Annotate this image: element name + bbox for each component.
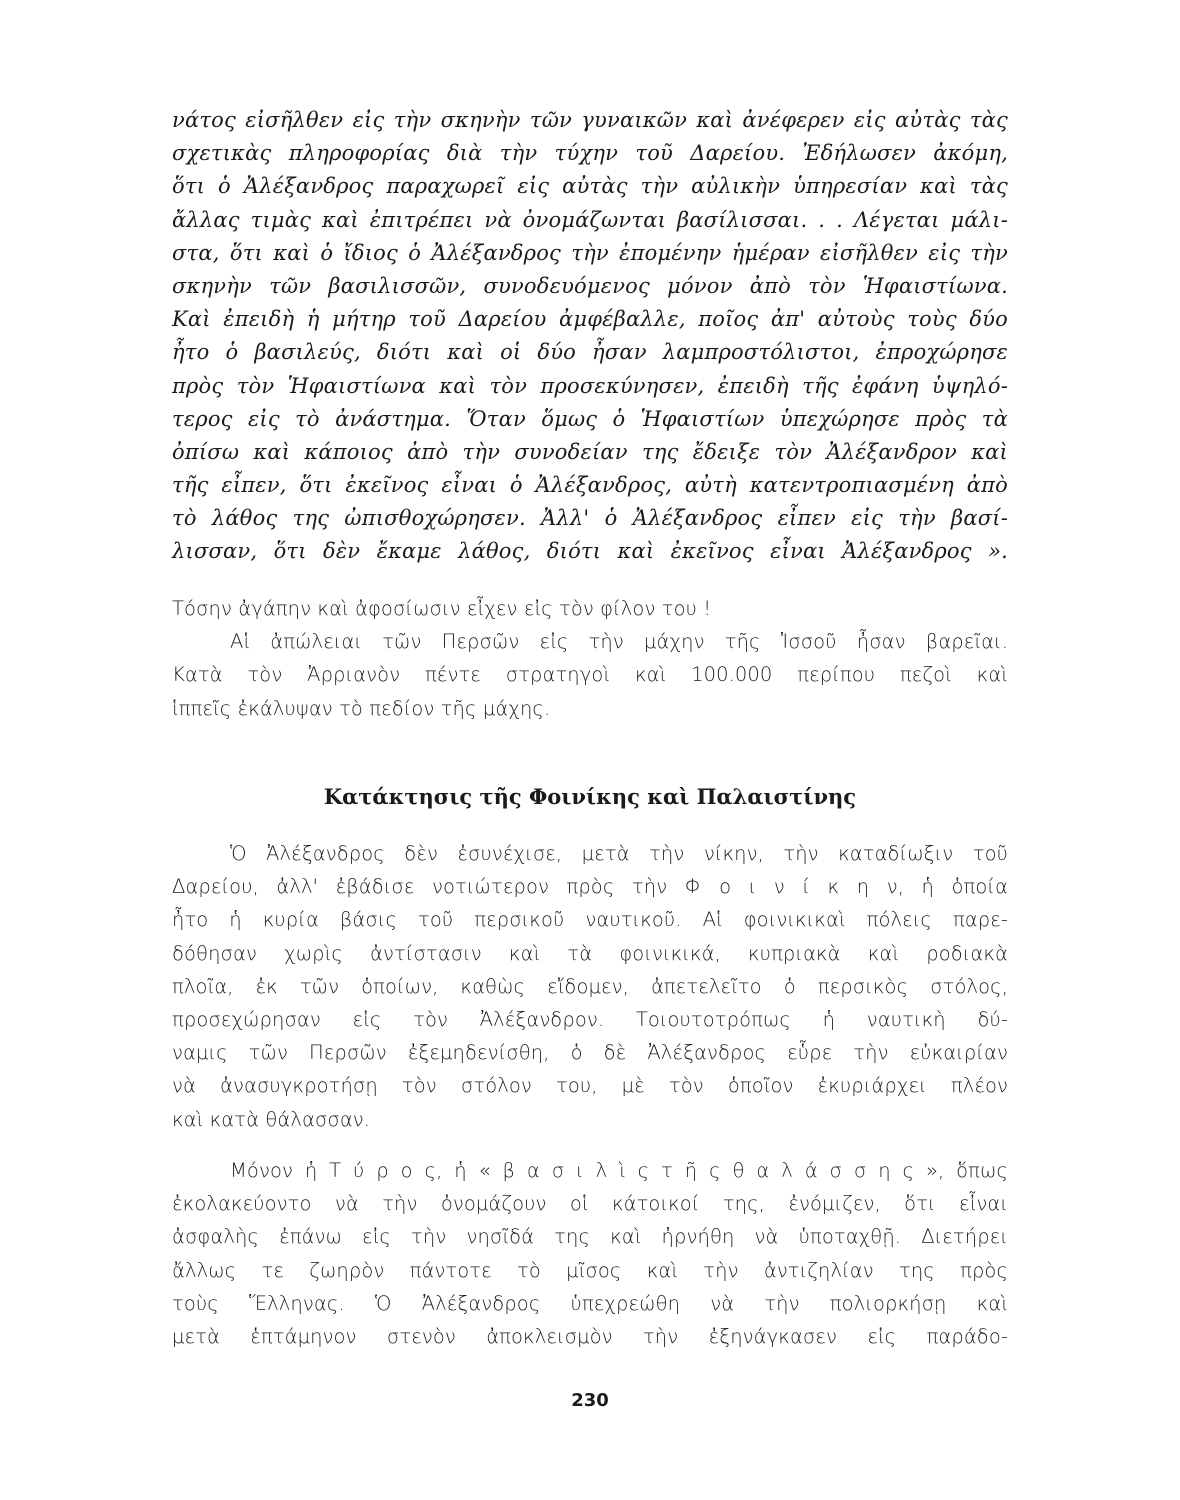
text-line: λισσαν, ὅτι δὲν ἔκαμε λάθος, διότι καὶ ἐκεῖνος εἶναι Ἀλέξανδρος ».: [172, 539, 1008, 564]
text-line: πρὸς τὸν Ἡφαιστίωνα καὶ τὸν προσεκύνησεν, ἐπειδὴ τῆς ἐφάνη ὑψηλό-: [172, 373, 1008, 398]
text-line: προσεχώρησαν εἰς τὸν Ἀλέξανδρον. Τοιουτοτρόπως ἡ ναυτικὴ δύ-: [172, 1007, 1008, 1031]
page-number: 230: [571, 1390, 609, 1411]
text-line: Αἱ ἀπώλειαι τῶν Περσῶν εἰς τὴν μάχην τῆς Ἰσσοῦ ἦσαν βαρεῖαι.: [230, 630, 1008, 654]
text-line: ἄλλας τιμὰς καὶ ἐπιτρέπει νὰ ὀνομάζωνται βασίλισσαι. . . Λέγεται μάλι-: [172, 207, 1008, 232]
text-line: Καὶ ἐπειδὴ ἡ μήτηρ τοῦ Δαρείου ἀμφέβαλλε, ποῖος ἀπ' αὐτοὺς τοὺς δύο: [172, 307, 1008, 332]
text-line: μετὰ ἑπτάμηνον στενὸν ἀποκλεισμὸν τὴν ἐξηνάγκασεν εἰς παράδο-: [172, 1324, 1008, 1348]
text-line: καὶ κατὰ θάλασσαν.: [172, 1107, 371, 1131]
text-line: πλοῖα, ἐκ τῶν ὁποίων, καθὼς εἴδομεν, ἀπετελεῖτο ὁ περσικὸς στόλος,: [172, 974, 1008, 998]
text-line: ἄλλως τε ζωηρὸν πάντοτε τὸ μῖσος καὶ τὴν ἀντιζηλίαν της πρὸς: [172, 1258, 1008, 1282]
text-line: Τόσην ἀγάπην καὶ ἀφοσίωσιν εἶχεν εἰς τὸν φίλον του !: [172, 597, 712, 620]
text-line: ὀπίσω καὶ κάποιος ἀπὸ τὴν συνοδείαν της ἔδειξε τὸν Ἀλέξανδρον καὶ: [172, 439, 1008, 464]
italic-quote-block: [172, 104, 1008, 569]
text-line: τὸ λάθος της ὠπισθοχώρησεν. Ἀλλ' ὁ Ἀλέξανδρος εἶπεν εἰς τὴν βασί-: [172, 506, 1008, 531]
text-line: ἦτο ὁ βασιλεύς, διότι καὶ οἱ δύο ἦσαν λαμπροστόλιστοι, ἐπροχώρησε: [172, 340, 1008, 365]
text-line: ὅτι ὁ Ἀλέξανδρος παραχωρεῖ εἰς αὐτὰς τὴν αὐλικὴν ὑπηρεσίαν καὶ τὰς: [172, 174, 1008, 199]
text-line: Δαρείου, ἀλλ' ἐβάδισε νοτιώτερον πρὸς τὴν Φ ο ι ν ί κ η ν, ἡ ὁποία: [172, 875, 1008, 899]
text-line: δόθησαν χωρὶς ἀντίστασιν καὶ τὰ φοινικικά, κυπριακὰ καὶ ροδιακὰ: [172, 941, 1008, 965]
section-heading: Κατάκτησις τῆς Φοινίκης καὶ Παλαιστίνης: [323, 784, 857, 809]
text-line: σχετικὰς πληροφορίας διὰ τὴν τύχην τοῦ Δαρείου. Ἐδήλωσεν ἀκόμη,: [172, 141, 1008, 166]
text-line: τῆς εἶπεν, ὅτι ἐκεῖνος εἶναι ὁ Ἀλέξανδρος, αὐτὴ κατεντροπιασμένη ἀπὸ: [172, 473, 1008, 498]
text-line: ἐκολακεύοντο νὰ τὴν ὀνομάζουν οἱ κάτοικοί της, ἐνόμιζεν, ὅτι εἶναι: [172, 1192, 1008, 1216]
text-line: ἀσφαλὴς ἐπάνω εἰς τὴν νησῖδά της καὶ ἠρνήθη νὰ ὑποταχθῇ. Διετήρει: [172, 1225, 1008, 1249]
text-line: ναμις τῶν Περσῶν ἐξεμηδενίσθη, ὁ δὲ Ἀλέξανδρος εὗρε τὴν εὐκαιρίαν: [172, 1041, 1008, 1065]
text-line: σκηνὴν τῶν βασιλισσῶν, συνοδευόμενος μόνον ἀπὸ τὸν Ἡφαιστίωνα.: [172, 273, 1008, 298]
text-line: τοὺς Ἕλληνας. Ὁ Ἀλέξανδρος ὑπεχρεώθη νὰ τὴν πολιορκήσῃ καὶ: [172, 1291, 1008, 1315]
text-line: ἱππεῖς ἐκάλυψαν τὸ πεδίον τῆς μάχης.: [172, 696, 551, 720]
text-line: νάτος εἰσῆλθεν εἰς τὴν σκηνὴν τῶν γυναικῶν καὶ ἀνέφερεν εἰς αὐτὰς τὰς: [172, 108, 1008, 132]
text-line: Μόνον ἡ Τ ύ ρ ο ς, ἡ « β α σ ι λ ὶ ς τ ῆ ς θ α λ ά σ σ η ς », ὅπως: [230, 1159, 1008, 1182]
text-line: στα, ὅτι καὶ ὁ ἴδιος ὁ Ἀλέξανδρος τὴν ἐπομένην ἡμέραν εἰσῆλθεν εἰς τὴν: [172, 240, 1008, 265]
paragraph-block-phoenicia: [172, 837, 1008, 1136]
paragraph-block-losses: [172, 592, 1008, 725]
text-line: ἦτο ἡ κυρία βάσις τοῦ περσικοῦ ναυτικοῦ. Αἱ φοινικικαὶ πόλεις παρε-: [172, 908, 1008, 932]
text-line: Κατὰ τὸν Ἀρριανὸν πέντε στρατηγοὶ καὶ 100.000 περίπου πεζοὶ καὶ: [172, 663, 1008, 687]
text-line: τερος εἰς τὸ ἀνάστημα. Ὅταν ὅμως ὁ Ἡφαιστίων ὑπεχώρησε πρὸς τὰ: [172, 406, 1008, 431]
paragraph-block-tyre: [172, 1154, 1008, 1353]
text-line: νὰ ἀνασυγκροτήσῃ τὸν στόλον του, μὲ τὸν ὁποῖον ἐκυριάρχει πλέον: [172, 1074, 1008, 1098]
text-line: Ὁ Ἀλέξανδρος δὲν ἐσυνέχισε, μετὰ τὴν νίκην, τὴν καταδίωξιν τοῦ: [230, 842, 1008, 865]
